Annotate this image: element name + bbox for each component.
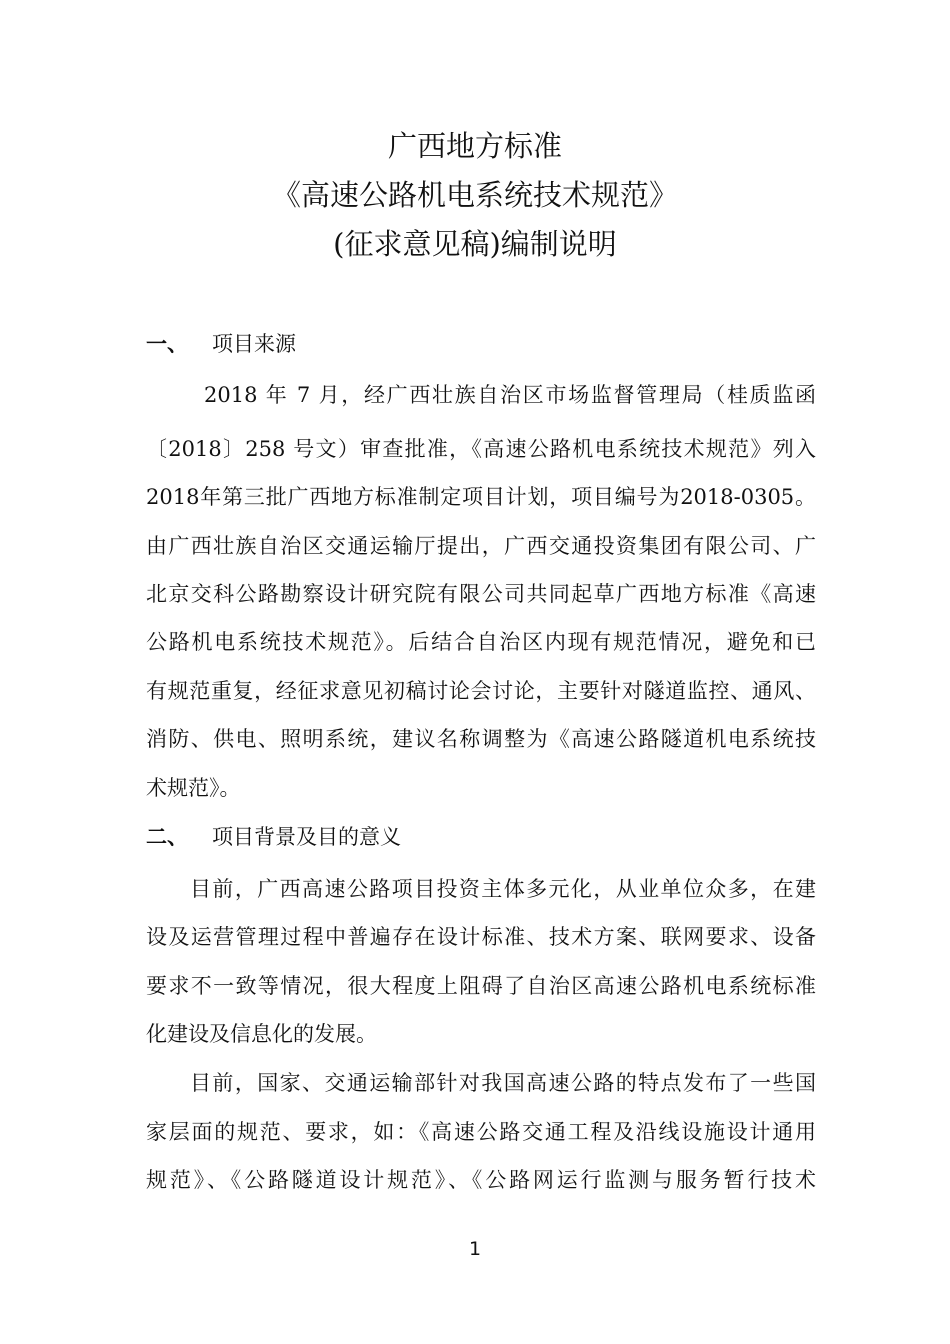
paragraph-line: 消防、供电、照明系统，建议名称调整为《高速公路隧道机电系统技 [146,727,816,751]
title-line-3: (征求意见稿)编制说明 [333,227,617,261]
paragraph-line: 2018年第三批广西地方标准制定项目计划，项目编号为2018-0305。 [146,485,816,509]
paragraph-line: 规范》、《公路隧道设计规范》、《公路网运行监测与服务暂行技术 [146,1168,816,1192]
title-line-2: 《高速公路机电系统技术规范》 [271,178,678,212]
paragraph-line: 有规范重复，经征求意见初稿讨论会讨论，主要针对隧道监控、通风、 [146,679,816,703]
section-1-title: 项目来源 [212,332,296,356]
section-2-number: 二、 [146,825,188,849]
paragraph-line: 目前，广西高速公路项目投资主体多元化，从业单位众多，在建 [190,877,816,901]
page-number: 1 [468,1238,482,1260]
section-1-heading [146,329,296,359]
section-1-number: 一、 [146,332,188,356]
paragraph-line: 2018 年 7 月，经广西壮族自治区市场监督管理局（桂质监函 [204,383,816,407]
section-2-title: 项目背景及目的意义 [212,825,401,849]
title-line-1: 广西地方标准 [387,129,562,163]
section-2-heading [146,822,401,852]
paragraph-line: 化建设及信息化的发展。 [146,1022,377,1046]
paragraph-line: 北京交科公路勘察设计研究院有限公司共同起草广西地方标准《高速 [146,582,816,606]
paragraph-line: 公路机电系统技术规范》。后结合自治区内现有规范情况，避免和已 [146,630,816,654]
document-title [0,122,950,269]
paragraph-line: 目前，国家、交通运输部针对我国高速公路的特点发布了一些国 [190,1071,816,1095]
paragraph-line: 家层面的规范、要求，如：《高速公路交通工程及沿线设施设计通用 [146,1120,816,1144]
paragraph-line: 〔2018〕258 号文）审查批准，《高速公路机电系统技术规范》列入 [146,437,816,461]
paragraph-line: 由广西壮族自治区交通运输厅提出，广西交通投资集团有限公司、广 [146,534,816,558]
paragraph-line: 要求不一致等情况，很大程度上阻碍了自治区高速公路机电系统标准 [146,974,816,998]
paragraph-line: 设及运营管理过程中普遍存在设计标准、技术方案、联网要求、设备 [146,925,816,949]
paragraph-line: 术规范》。 [146,776,241,800]
